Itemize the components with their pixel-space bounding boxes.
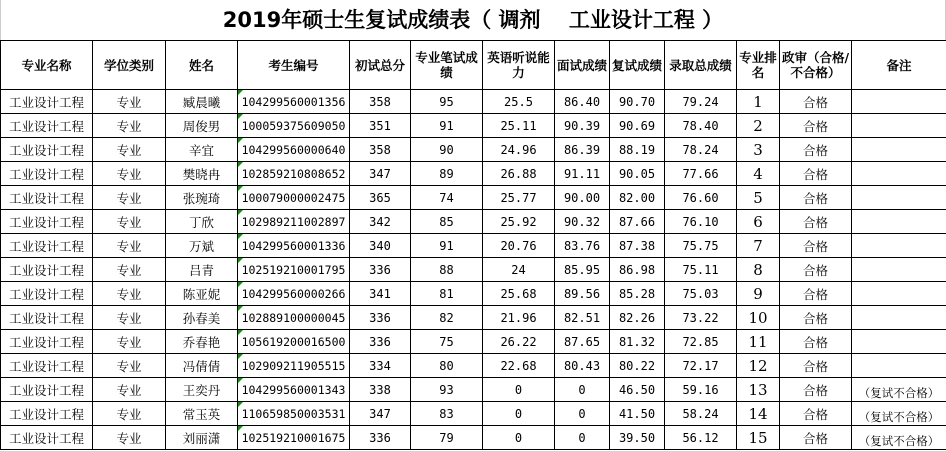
column-header-name: 姓名 xyxy=(166,41,238,90)
cell-student-id[interactable]: 100079000002475 xyxy=(238,186,350,210)
cell-name[interactable]: 刘丽潇 xyxy=(166,426,238,450)
cell-written-score[interactable]: 81 xyxy=(411,282,483,306)
cell-student-id[interactable]: 102519210001795 xyxy=(238,258,350,282)
cell-rank[interactable]: 1 xyxy=(737,90,780,114)
cell-major[interactable]: 工业设计工程 xyxy=(1,258,93,282)
cell-major[interactable]: 工业设计工程 xyxy=(1,138,93,162)
cell-student-id[interactable]: 104299560001343 xyxy=(238,378,350,402)
cell-name[interactable]: 张琬琦 xyxy=(166,186,238,210)
cell-written-score[interactable]: 90 xyxy=(411,138,483,162)
cell-political-review[interactable]: 合格 xyxy=(780,210,852,234)
cell-remarks[interactable] xyxy=(852,234,946,258)
cell-student-id[interactable]: 104299560001356 xyxy=(238,90,350,114)
cell-political-review[interactable]: 合格 xyxy=(780,186,852,210)
cell-final-score[interactable]: 59.16 xyxy=(665,378,737,402)
table-row xyxy=(1,306,946,330)
cell-political-review[interactable]: 合格 xyxy=(780,282,852,306)
cell-written-score[interactable]: 93 xyxy=(411,378,483,402)
cell-retest-score[interactable]: 90.05 xyxy=(610,162,665,186)
cell-retest-score[interactable]: 85.28 xyxy=(610,282,665,306)
cell-retest-score[interactable]: 90.70 xyxy=(610,90,665,114)
cell-name[interactable]: 王奕丹 xyxy=(166,378,238,402)
cell-written-score[interactable]: 83 xyxy=(411,402,483,426)
cell-final-score[interactable]: 72.17 xyxy=(665,354,737,378)
cell-student-id[interactable]: 102859210808652 xyxy=(238,162,350,186)
cell-name[interactable]: 周俊男 xyxy=(166,114,238,138)
cell-written-score[interactable]: 91 xyxy=(411,114,483,138)
cell-prelim-total[interactable]: 365 xyxy=(350,186,411,210)
cell-degree-type[interactable]: 专业 xyxy=(93,282,166,306)
cell-english-score[interactable]: 21.96 xyxy=(483,306,555,330)
cell-english-score[interactable]: 25.77 xyxy=(483,186,555,210)
cell-rank[interactable]: 7 xyxy=(737,234,780,258)
cell-retest-score[interactable]: 86.98 xyxy=(610,258,665,282)
cell-prelim-total[interactable]: 338 xyxy=(350,378,411,402)
cell-name[interactable]: 樊晓冉 xyxy=(166,162,238,186)
cell-rank[interactable]: 3 xyxy=(737,138,780,162)
cell-major[interactable]: 工业设计工程 xyxy=(1,210,93,234)
cell-political-review[interactable]: 合格 xyxy=(780,258,852,282)
cell-retest-score[interactable]: 82.00 xyxy=(610,186,665,210)
page-title: 2019年硕士生复试成绩表（ 调剂 工业设计工程 ） xyxy=(0,0,946,40)
cell-rank[interactable]: 11 xyxy=(737,330,780,354)
cell-remarks[interactable] xyxy=(852,258,946,282)
cell-remarks[interactable] xyxy=(852,90,946,114)
cell-written-score[interactable]: 91 xyxy=(411,234,483,258)
table-row xyxy=(1,426,946,450)
cell-student-id[interactable]: 102909211905515 xyxy=(238,354,350,378)
cell-degree-type[interactable]: 专业 xyxy=(93,114,166,138)
cell-major[interactable]: 工业设计工程 xyxy=(1,186,93,210)
cell-degree-type[interactable]: 专业 xyxy=(93,354,166,378)
cell-name[interactable]: 陈亚妮 xyxy=(166,282,238,306)
cell-political-review[interactable]: 合格 xyxy=(780,138,852,162)
cell-student-id[interactable]: 110659850003531 xyxy=(238,402,350,426)
cell-degree-type[interactable]: 专业 xyxy=(93,258,166,282)
table-row xyxy=(1,402,946,426)
column-header-rank: 专业排名 xyxy=(737,41,780,90)
cell-final-score[interactable]: 75.11 xyxy=(665,258,737,282)
cell-prelim-total[interactable]: 334 xyxy=(350,354,411,378)
cell-english-score[interactable]: 24 xyxy=(483,258,555,282)
cell-major[interactable]: 工业设计工程 xyxy=(1,90,93,114)
cell-retest-score[interactable]: 39.50 xyxy=(610,426,665,450)
cell-name[interactable]: 万斌 xyxy=(166,234,238,258)
cell-rank[interactable]: 14 xyxy=(737,402,780,426)
cell-written-score[interactable]: 82 xyxy=(411,306,483,330)
cell-degree-type[interactable]: 专业 xyxy=(93,330,166,354)
cell-student-id[interactable]: 102889100000045 xyxy=(238,306,350,330)
cell-interview-score[interactable]: 86.40 xyxy=(555,90,610,114)
cell-political-review[interactable]: 合格 xyxy=(780,114,852,138)
cell-major[interactable]: 工业设计工程 xyxy=(1,402,93,426)
cell-name[interactable]: 辛宜 xyxy=(166,138,238,162)
table-row xyxy=(1,354,946,378)
cell-degree-type[interactable]: 专业 xyxy=(93,378,166,402)
cell-final-score[interactable]: 76.60 xyxy=(665,186,737,210)
cell-political-review[interactable]: 合格 xyxy=(780,426,852,450)
cell-major[interactable]: 工业设计工程 xyxy=(1,114,93,138)
cell-interview-score[interactable]: 83.76 xyxy=(555,234,610,258)
cell-political-review[interactable]: 合格 xyxy=(780,402,852,426)
cell-remarks[interactable] xyxy=(852,306,946,330)
cell-retest-score[interactable]: 87.38 xyxy=(610,234,665,258)
cell-english-score[interactable]: 0 xyxy=(483,402,555,426)
table-row xyxy=(1,186,946,210)
column-header-prelim-total: 初试总分 xyxy=(350,41,411,90)
cell-name[interactable]: 臧晨曦 xyxy=(166,90,238,114)
cell-final-score[interactable]: 72.85 xyxy=(665,330,737,354)
column-header-final-score: 录取总成绩 xyxy=(665,41,737,90)
cell-degree-type[interactable]: 专业 xyxy=(93,138,166,162)
cell-political-review[interactable]: 合格 xyxy=(780,330,852,354)
column-header-retest-score: 复试成绩 xyxy=(610,41,665,90)
table-row xyxy=(1,378,946,402)
cell-rank[interactable]: 2 xyxy=(737,114,780,138)
cell-degree-type[interactable]: 专业 xyxy=(93,162,166,186)
cell-interview-score[interactable]: 80.43 xyxy=(555,354,610,378)
cell-prelim-total[interactable]: 341 xyxy=(350,282,411,306)
cell-retest-score[interactable]: 87.66 xyxy=(610,210,665,234)
cell-final-score[interactable]: 56.12 xyxy=(665,426,737,450)
column-header-student-id: 考生编号 xyxy=(238,41,350,90)
cell-prelim-total[interactable]: 342 xyxy=(350,210,411,234)
cell-final-score[interactable]: 77.66 xyxy=(665,162,737,186)
cell-prelim-total[interactable]: 347 xyxy=(350,402,411,426)
cell-name[interactable]: 孙春美 xyxy=(166,306,238,330)
cell-degree-type[interactable]: 专业 xyxy=(93,90,166,114)
column-header-political-review: 政审（合格/不合格） xyxy=(780,41,852,90)
cell-rank[interactable]: 9 xyxy=(737,282,780,306)
cell-prelim-total[interactable]: 336 xyxy=(350,258,411,282)
cell-rank[interactable]: 15 xyxy=(737,426,780,450)
cell-rank[interactable]: 4 xyxy=(737,162,780,186)
cell-prelim-total[interactable]: 358 xyxy=(350,90,411,114)
cell-political-review[interactable]: 合格 xyxy=(780,306,852,330)
cell-political-review[interactable]: 合格 xyxy=(780,378,852,402)
column-header-written-score: 专业笔试成绩 xyxy=(411,41,483,90)
cell-student-id[interactable]: 102519210001675 xyxy=(238,426,350,450)
cell-name[interactable]: 常玉英 xyxy=(166,402,238,426)
cell-rank[interactable]: 5 xyxy=(737,186,780,210)
table-row xyxy=(1,138,946,162)
cell-retest-score[interactable]: 88.19 xyxy=(610,138,665,162)
cell-major[interactable]: 工业设计工程 xyxy=(1,282,93,306)
cell-prelim-total[interactable]: 336 xyxy=(350,426,411,450)
cell-written-score[interactable]: 80 xyxy=(411,354,483,378)
cell-final-score[interactable]: 78.24 xyxy=(665,138,737,162)
cell-rank[interactable]: 6 xyxy=(737,210,780,234)
cell-prelim-total[interactable]: 358 xyxy=(350,138,411,162)
cell-interview-score[interactable]: 91.11 xyxy=(555,162,610,186)
cell-remarks[interactable] xyxy=(852,114,946,138)
cell-major[interactable]: 工业设计工程 xyxy=(1,306,93,330)
column-header-interview-score: 面试成绩 xyxy=(555,41,610,90)
cell-political-review[interactable]: 合格 xyxy=(780,162,852,186)
cell-final-score[interactable]: 75.75 xyxy=(665,234,737,258)
cell-degree-type[interactable]: 专业 xyxy=(93,402,166,426)
cell-interview-score[interactable]: 82.51 xyxy=(555,306,610,330)
cell-political-review[interactable]: 合格 xyxy=(780,234,852,258)
cell-remarks[interactable] xyxy=(852,186,946,210)
cell-major[interactable]: 工业设计工程 xyxy=(1,162,93,186)
cell-rank[interactable]: 12 xyxy=(737,354,780,378)
cell-student-id[interactable]: 102989211002897 xyxy=(238,210,350,234)
cell-retest-score[interactable]: 90.69 xyxy=(610,114,665,138)
cell-retest-score[interactable]: 80.22 xyxy=(610,354,665,378)
cell-name[interactable]: 冯倩倩 xyxy=(166,354,238,378)
cell-english-score[interactable]: 0 xyxy=(483,378,555,402)
cell-remarks[interactable]: （复试不合格） xyxy=(852,426,946,450)
cell-remarks[interactable] xyxy=(852,330,946,354)
cell-remarks[interactable] xyxy=(852,210,946,234)
cell-interview-score[interactable]: 90.00 xyxy=(555,186,610,210)
cell-english-score[interactable]: 25.5 xyxy=(483,90,555,114)
cell-english-score[interactable]: 24.96 xyxy=(483,138,555,162)
cell-retest-score[interactable]: 41.50 xyxy=(610,402,665,426)
table-row xyxy=(1,210,946,234)
cell-english-score[interactable]: 25.68 xyxy=(483,282,555,306)
cell-retest-score[interactable]: 81.32 xyxy=(610,330,665,354)
cell-name[interactable]: 吕青 xyxy=(166,258,238,282)
cell-student-id[interactable]: 104299560001336 xyxy=(238,234,350,258)
table-row xyxy=(1,258,946,282)
table-row xyxy=(1,114,946,138)
cell-interview-score[interactable]: 0 xyxy=(555,378,610,402)
cell-major[interactable]: 工业设计工程 xyxy=(1,426,93,450)
cell-final-score[interactable]: 76.10 xyxy=(665,210,737,234)
cell-remarks[interactable] xyxy=(852,354,946,378)
cell-written-score[interactable]: 75 xyxy=(411,330,483,354)
cell-interview-score[interactable]: 90.39 xyxy=(555,114,610,138)
cell-major[interactable]: 工业设计工程 xyxy=(1,354,93,378)
cell-major[interactable]: 工业设计工程 xyxy=(1,330,93,354)
cell-interview-score[interactable]: 87.65 xyxy=(555,330,610,354)
cell-retest-score[interactable]: 46.50 xyxy=(610,378,665,402)
cell-final-score[interactable]: 58.24 xyxy=(665,402,737,426)
cell-major[interactable]: 工业设计工程 xyxy=(1,234,93,258)
cell-remarks[interactable] xyxy=(852,138,946,162)
cell-rank[interactable]: 8 xyxy=(737,258,780,282)
cell-interview-score[interactable]: 90.32 xyxy=(555,210,610,234)
cell-final-score[interactable]: 73.22 xyxy=(665,306,737,330)
cell-student-id[interactable]: 104299560000640 xyxy=(238,138,350,162)
cell-major[interactable]: 工业设计工程 xyxy=(1,378,93,402)
cell-final-score[interactable]: 79.24 xyxy=(665,90,737,114)
cell-degree-type[interactable]: 专业 xyxy=(93,306,166,330)
table-row xyxy=(1,234,946,258)
cell-remarks[interactable]: （复试不合格） xyxy=(852,402,946,426)
cell-remarks[interactable] xyxy=(852,282,946,306)
column-header-degree-type: 学位类别 xyxy=(93,41,166,90)
cell-written-score[interactable]: 74 xyxy=(411,186,483,210)
table-row xyxy=(1,282,946,306)
cell-degree-type[interactable]: 专业 xyxy=(93,234,166,258)
column-header-major: 专业名称 xyxy=(1,41,93,90)
cell-interview-score[interactable]: 0 xyxy=(555,402,610,426)
cell-written-score[interactable]: 89 xyxy=(411,162,483,186)
cell-political-review[interactable]: 合格 xyxy=(780,354,852,378)
cell-interview-score[interactable]: 86.39 xyxy=(555,138,610,162)
cell-written-score[interactable]: 79 xyxy=(411,426,483,450)
cell-written-score[interactable]: 85 xyxy=(411,210,483,234)
table-row xyxy=(1,90,946,114)
cell-remarks[interactable]: （复试不合格） xyxy=(852,378,946,402)
cell-student-id[interactable]: 104299560000266 xyxy=(238,282,350,306)
cell-final-score[interactable]: 78.40 xyxy=(665,114,737,138)
table-row xyxy=(1,330,946,354)
cell-student-id[interactable]: 100059375609050 xyxy=(238,114,350,138)
cell-prelim-total[interactable]: 347 xyxy=(350,162,411,186)
cell-interview-score[interactable]: 0 xyxy=(555,426,610,450)
cell-prelim-total[interactable]: 336 xyxy=(350,330,411,354)
cell-interview-score[interactable]: 85.95 xyxy=(555,258,610,282)
cell-prelim-total[interactable]: 351 xyxy=(350,114,411,138)
cell-final-score[interactable]: 75.03 xyxy=(665,282,737,306)
cell-written-score[interactable]: 95 xyxy=(411,90,483,114)
cell-english-score[interactable]: 25.11 xyxy=(483,114,555,138)
cell-english-score[interactable]: 26.22 xyxy=(483,330,555,354)
cell-degree-type[interactable]: 专业 xyxy=(93,426,166,450)
header-row xyxy=(1,41,946,90)
cell-english-score[interactable]: 20.76 xyxy=(483,234,555,258)
cell-english-score[interactable]: 0 xyxy=(483,426,555,450)
column-header-remarks: 备注 xyxy=(852,41,946,90)
cell-rank[interactable]: 13 xyxy=(737,378,780,402)
cell-written-score[interactable]: 88 xyxy=(411,258,483,282)
cell-english-score[interactable]: 26.88 xyxy=(483,162,555,186)
table-row xyxy=(1,162,946,186)
cell-degree-type[interactable]: 专业 xyxy=(93,210,166,234)
score-table xyxy=(0,40,946,450)
cell-interview-score[interactable]: 89.56 xyxy=(555,282,610,306)
cell-rank[interactable]: 10 xyxy=(737,306,780,330)
column-header-english-score: 英语听说能力 xyxy=(483,41,555,90)
cell-name[interactable]: 丁欣 xyxy=(166,210,238,234)
cell-remarks[interactable] xyxy=(852,162,946,186)
cell-student-id[interactable]: 105619200016500 xyxy=(238,330,350,354)
cell-english-score[interactable]: 22.68 xyxy=(483,354,555,378)
cell-prelim-total[interactable]: 336 xyxy=(350,306,411,330)
cell-political-review[interactable]: 合格 xyxy=(780,90,852,114)
cell-degree-type[interactable]: 专业 xyxy=(93,186,166,210)
cell-name[interactable]: 乔春艳 xyxy=(166,330,238,354)
cell-english-score[interactable]: 25.92 xyxy=(483,210,555,234)
cell-prelim-total[interactable]: 340 xyxy=(350,234,411,258)
cell-retest-score[interactable]: 82.26 xyxy=(610,306,665,330)
